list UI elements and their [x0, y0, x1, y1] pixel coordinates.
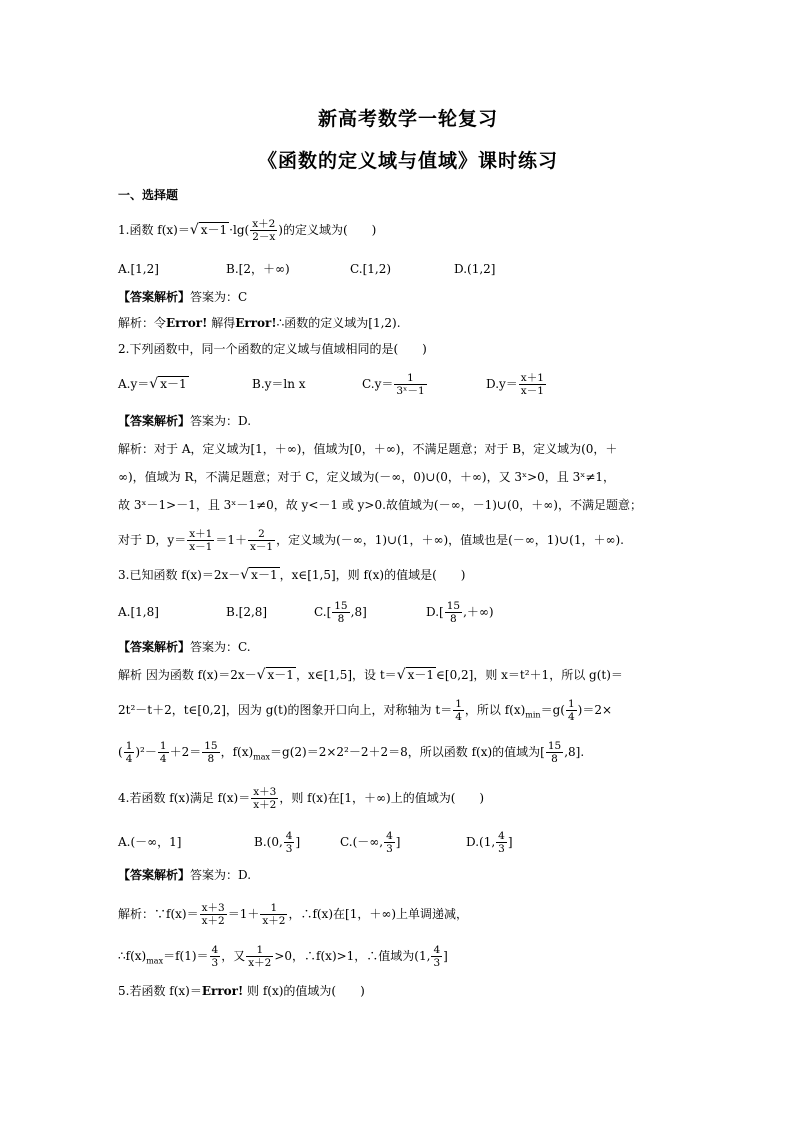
quarter-frac	[158, 740, 169, 765]
q3-optd-pre: D.[	[426, 605, 444, 619]
frac-num: 15	[547, 740, 562, 752]
q2-opta-sqrt: x－1	[160, 377, 187, 391]
fifteen-eighths-frac	[546, 740, 563, 765]
q2-last-post: ，定义域为(－∞，1)∪(1，＋∞)，值域也是(－∞，1)∪(1，＋∞).	[276, 533, 624, 547]
frac-num: 1	[246, 944, 273, 957]
q2-optc-frac	[394, 372, 426, 397]
error-text: Error!	[201, 984, 244, 998]
frac-den: 8	[551, 753, 558, 765]
q3-optc-pre: C.[	[314, 605, 332, 619]
q1-answer	[118, 288, 698, 306]
q1-analysis	[118, 314, 698, 332]
q4-optd-post: ]	[507, 835, 513, 849]
page-subtitle: 《函数的定义域与值域》课时练习	[257, 150, 558, 172]
q1-option-b: B.[2，＋∞)	[226, 262, 290, 276]
answer-text: 答案为：C	[190, 290, 248, 304]
q2-optd-den: x－1	[520, 385, 544, 397]
q1-option-a: A.[1,2]	[118, 262, 159, 276]
q1-analysis-mid: 解得	[207, 316, 236, 330]
q1-den: 2－x	[252, 231, 276, 243]
sqrt-sign: √	[149, 376, 159, 392]
frac-den: x＋2	[201, 915, 225, 927]
q2-last-den1: x－1	[189, 541, 213, 553]
q3-optd-frac	[445, 600, 462, 625]
q3-l2-pre: 2t²－t＋2，t∈[0,2]，因为 g(t)的图象开口向上，对称轴为 t＝	[118, 703, 453, 717]
q4-analysis-line-1	[118, 902, 698, 927]
fifteen-eighths-frac	[202, 740, 219, 765]
answer-text: 答案为：C.	[190, 640, 251, 654]
q2-optc-num: 1	[394, 372, 426, 385]
q3-optc-frac	[332, 600, 349, 625]
q1-option-c: C.[1,2)	[350, 262, 392, 276]
q3-l3-a: )²－	[135, 745, 157, 759]
frac-den: 4	[159, 753, 167, 765]
sqrt-sign: √	[240, 567, 250, 583]
q3-l2-mid: ，所以 f(x)	[464, 703, 526, 717]
question-4-options	[118, 830, 698, 855]
question-3-stem	[118, 566, 698, 584]
q4-l1-pre: 解析：∵f(x)＝	[118, 907, 199, 921]
answer-label: 【答案解析】	[118, 290, 191, 304]
frac-num: 1	[455, 698, 462, 710]
q4-answer	[118, 866, 698, 884]
q4-option-a: A.(－∞，1]	[118, 835, 182, 849]
answer-label: 【答案解析】	[118, 414, 191, 428]
frac-num: 1	[260, 902, 287, 915]
q1-stem-pre: 1.函数 f(x)＝	[118, 223, 190, 237]
q2-last-frac-2	[248, 528, 275, 553]
q3-l3-d: ＝g(2)＝2×2²－2＋2＝8，所以函数 f(x)的值域为[	[270, 745, 545, 759]
frac-den: 4	[567, 711, 575, 723]
q4-l1-mid: ＝1＋	[227, 907, 260, 921]
q4-l2-frac-2	[246, 944, 273, 969]
q4-l2-frac-1	[210, 944, 221, 969]
quarter-frac	[453, 698, 464, 723]
q3-optd-post: ,＋∞)	[463, 605, 494, 619]
q4-option-d	[466, 830, 513, 855]
q1-stem-post: )的定义域为( )	[278, 223, 377, 237]
q1-mid: ·lg(	[229, 223, 250, 237]
q1-sqrt: x－1	[200, 223, 228, 237]
q3-option-a: A.[1,8]	[118, 605, 159, 619]
q3-l2-post: )＝2×	[577, 703, 613, 717]
frac-den: 8	[450, 613, 457, 625]
q4-optb-pre: B.(0,	[254, 835, 283, 849]
q4-optb-frac	[284, 830, 295, 855]
q2-optd-frac	[519, 372, 546, 397]
q3-option-b: B.[2,8]	[226, 605, 268, 619]
q2-optd-pre: D.y＝	[486, 377, 518, 391]
q1-analysis-pre: 解析：令	[118, 316, 167, 330]
q5-stem-post: 则 f(x)的值域为( )	[243, 984, 365, 998]
q4-stem-pre: 4.若函数 f(x)满足 f(x)＝	[118, 791, 251, 805]
q1-option-d: D.(1,2]	[454, 262, 496, 276]
q2-analysis-line-4	[118, 528, 698, 553]
q2-option-c	[362, 372, 486, 397]
frac-den: x＋2	[253, 799, 277, 811]
subscript-max: max	[146, 956, 164, 966]
page-title: 新高考数学一轮复习	[317, 108, 498, 130]
question-2-options	[118, 372, 698, 397]
question-2-stem: 2.下列函数中，同一个函数的定义域与值域相同的是( )	[118, 342, 427, 356]
q2-last-den2: x－1	[249, 541, 274, 553]
q2-analysis-line-1: 解析：对于 A，定义域为[1，＋∞)，值域为[0，＋∞)，不满足题意；对于 B，定义域为(0，＋	[118, 442, 618, 456]
frac-den: 3	[386, 843, 393, 855]
question-4-stem	[118, 786, 698, 811]
q3-l3-c: ，f(x)	[220, 745, 254, 759]
q3-l3-pre: (	[118, 745, 123, 759]
q3-option-c	[314, 600, 426, 625]
q4-option-b	[254, 830, 340, 855]
q3-l1-post: ∈[0,2]，则 x＝t²＋1，所以 g(t)＝	[436, 668, 623, 682]
q3-analysis-line-3	[118, 740, 698, 766]
q4-optb-post: ]	[295, 835, 301, 849]
q4-option-c	[340, 830, 466, 855]
q4-stem-post: ，则 f(x)在[1，＋∞)上的值域为( )	[279, 791, 485, 805]
q3-optc-post: ,8]	[350, 605, 367, 619]
q3-analysis-line-1	[118, 666, 698, 684]
q2-analysis-line-3: 故 3ˣ－1>－1，且 3ˣ－1≠0，故 y<－1 或 y>0.故值域为(－∞，－1)∪(0，＋∞)，不满足题意；	[118, 498, 642, 512]
question-1-options	[118, 260, 698, 278]
frac-num: 4	[498, 830, 505, 842]
q2-last-frac-1	[187, 528, 214, 553]
error-text: Error!	[235, 316, 277, 330]
q4-l2-frac-3	[431, 944, 442, 969]
q3-answer	[118, 638, 698, 656]
frac-num: 1	[567, 698, 575, 710]
q2-last-mid: ＝1＋	[215, 533, 247, 547]
frac-den: x＋2	[248, 957, 272, 969]
frac-num: 4	[211, 944, 219, 956]
q3-l1-pre: 解析 因为函数 f(x)＝2x－	[118, 668, 257, 682]
q2-opta-pre: A.y＝	[118, 377, 150, 391]
frac-num: 4	[433, 944, 441, 956]
frac-num: 15	[446, 600, 461, 612]
answer-text: 答案为：D.	[190, 868, 252, 882]
q4-l2-pre: ∴f(x)	[118, 949, 147, 963]
sqrt-sign: √	[256, 667, 266, 683]
frac-den: 3	[433, 957, 441, 969]
q2-last-num1: x＋1	[189, 528, 213, 540]
sqrt-sign: √	[396, 667, 406, 683]
frac-den: 3	[498, 843, 505, 855]
q4-optc-post: ]	[395, 835, 401, 849]
frac-num: 15	[334, 600, 348, 612]
q4-l2-c: >0，∴f(x)>1，∴值域为(1,	[274, 949, 431, 963]
q5-stem-pre: 5.若函数 f(x)＝	[118, 984, 202, 998]
frac-num: 4	[386, 830, 393, 842]
q4-analysis-line-2	[118, 944, 698, 970]
q4-l1-frac-1	[200, 902, 227, 927]
sqrt-sign: √	[189, 222, 199, 238]
q1-analysis-post: ∴函数的定义域为[1,2).	[276, 316, 401, 330]
q1-fraction	[250, 218, 277, 243]
frac-num: x＋3	[253, 786, 277, 798]
q3-l1-sqrt2: x－1	[407, 668, 435, 682]
q3-l1-sqrt: x－1	[267, 668, 294, 682]
frac-den: x＋2	[262, 915, 286, 927]
frac-den: 3	[211, 957, 219, 969]
q3-analysis-line-2	[118, 698, 698, 724]
q4-l2-b: ，又	[221, 949, 246, 963]
q2-optd-num: x＋1	[520, 372, 544, 384]
frac-den: 8	[207, 753, 215, 765]
q1-num: x＋2	[252, 218, 276, 230]
q4-stem-frac	[251, 786, 278, 811]
quarter-frac	[566, 698, 577, 723]
q3-l1-mid: ，x∈[1,5]，设 t＝	[295, 668, 397, 682]
q2-option-b: B.y＝ln x	[252, 377, 306, 391]
q3-option-d	[426, 600, 494, 625]
frac-den: 8	[337, 613, 345, 625]
frac-den: 4	[125, 753, 133, 765]
quarter-frac	[124, 740, 135, 765]
question-1-stem	[118, 218, 698, 243]
q2-optc-den: 3ˣ－1	[396, 385, 425, 397]
answer-text: 答案为：D.	[190, 414, 252, 428]
subscript-max: max	[253, 752, 271, 762]
section-heading: 一、选择题	[118, 188, 179, 202]
frac-num: 4	[285, 830, 293, 842]
q2-optc-pre: C.y＝	[362, 377, 394, 391]
q3-stem-pre: 3.已知函数 f(x)＝2x－	[118, 568, 241, 582]
q4-l2-a: ＝f(1)＝	[163, 949, 209, 963]
q4-optc-frac	[384, 830, 395, 855]
frac-num: 1	[159, 740, 167, 752]
q3-stem-post: ，x∈[1,5]，则 f(x)的值域是( )	[279, 568, 466, 582]
answer-label: 【答案解析】	[118, 868, 191, 882]
frac-num: x＋3	[201, 902, 225, 914]
q4-optd-pre: D.(1,	[466, 835, 496, 849]
q2-last-pre: 对于 D，y＝	[118, 533, 187, 547]
q3-l3-post: ,8].	[564, 745, 585, 759]
q2-last-num2: 2	[248, 528, 275, 541]
q3-l3-b: ＋2＝	[169, 745, 202, 759]
q3-l2-mid2: ＝g(	[540, 703, 565, 717]
frac-den: 3	[285, 843, 293, 855]
question-5-stem	[118, 982, 698, 1000]
q2-option-d	[486, 372, 547, 397]
answer-label: 【答案解析】	[118, 640, 191, 654]
q4-optc-pre: C.(－∞,	[340, 835, 384, 849]
frac-num: 1	[125, 740, 133, 752]
q2-analysis-line-2: ∞)，值域为 R，不满足题意；对于 C，定义域为(－∞，0)∪(0，＋∞)，又 3ˣ>0，且 3ˣ≠1，	[118, 470, 616, 484]
frac-num: 15	[204, 740, 218, 752]
q4-l2-post: ]	[443, 949, 448, 963]
question-3-options	[118, 600, 698, 625]
q4-optd-frac	[496, 830, 507, 855]
q3-stem-sqrt: x－1	[251, 568, 278, 582]
q4-l1-frac-2	[260, 902, 287, 927]
error-text: Error!	[166, 316, 208, 330]
q4-l1-post: ，∴f(x)在[1，＋∞)上单调递减，	[288, 907, 469, 921]
q2-option-a	[118, 375, 252, 393]
q2-answer	[118, 412, 698, 430]
frac-den: 4	[455, 711, 462, 723]
subscript-min: min	[525, 710, 541, 720]
